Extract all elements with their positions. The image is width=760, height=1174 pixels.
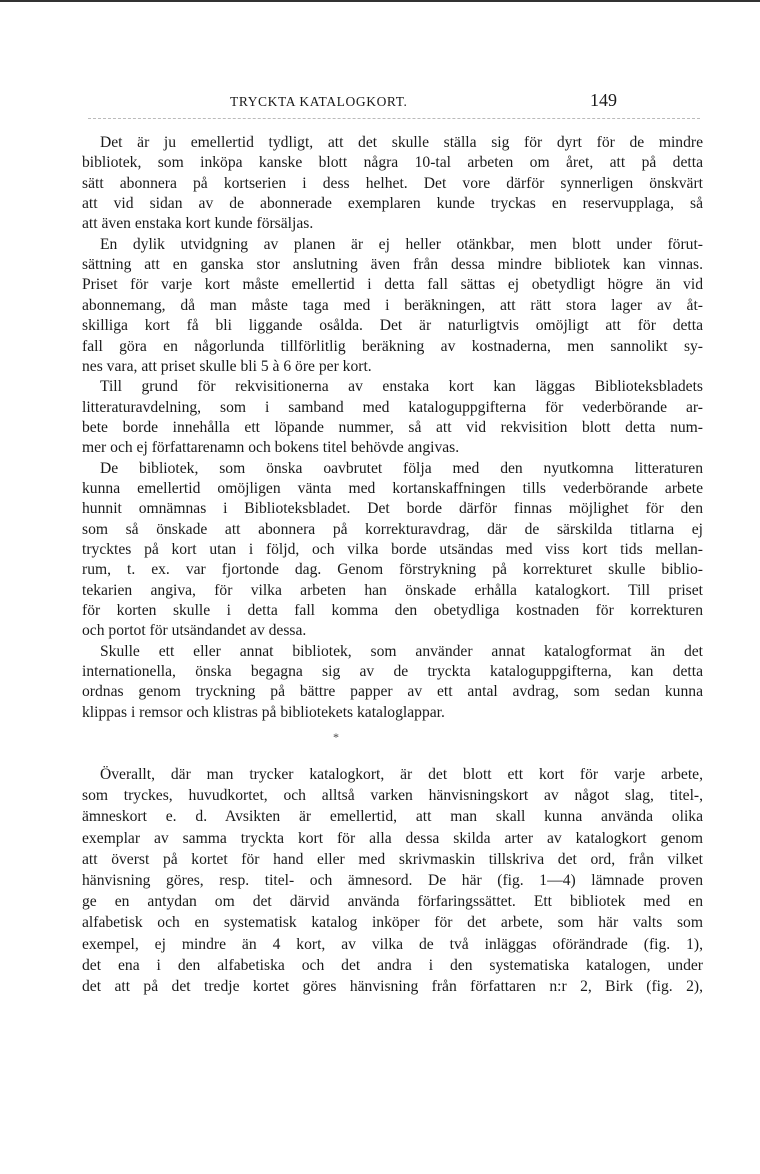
text-line: internationella, önska begagna sig av de tryckta kataloguppgifterna, kan detta [82,663,703,681]
text-line: kunna emellertid omöjligen vänta med kortanskaffningen tills vederbörande arbete [82,479,703,497]
text-line: det att på det tredje kortet göres hänvisning från författaren n:r 2, Birk (fig. 2), [82,978,703,995]
text-line: ge en antydan om det därvid använda förfaringssättet. Ett bibliotek med en [82,893,703,911]
text-line: nes vara, att priset skulle bli 5 à 6 öre per kort. [82,357,372,375]
text-line: En dylik utvidgning av planen är ej heller otänkbar, men blott under förut- [100,235,703,253]
text-line: sätt abonnera på kortserien i dess helhet. Det vore därför synnerligen önskvärt [82,174,703,192]
page-number: 149 [590,90,617,110]
text-line: mer och ej författarenamn och bokens titel behövde angivas. [82,439,460,457]
text-line: ordnas genom tryckning på bättre papper av ett antal avdrag, som sedan kunna [82,683,703,701]
scan-edge [0,0,760,2]
section-separator: * [333,730,339,744]
text-line: som så önskade att abonnera på korrekturavdrag, där de särskilda titlarna ej [82,520,703,538]
text-line: exemplar av samma tryckta kort för alla dessa skilda arter av katalogkort genom [82,829,703,847]
text-line: trycktes på kort utan i följd, och vilka borde utsändas med viss kort tids mellan- [82,541,703,558]
text-line: klippas i remsor och klistras på bibliotekets kataloglappar. [82,703,445,721]
text-line: att vid sidan av de abonnerade exemplaren kunde tryckas en reservupplaga, så [82,195,703,213]
text-line: att överst på kortet för hand eller med skrivmaskin tillskriva det ord, från vilket [82,850,703,868]
text-line: litteraturavdelning, som i samband med kataloguppgifterna för vederbörande ar- [82,398,703,416]
running-head: TRYCKTA KATALOGKORT. [230,94,408,109]
text-line: Priset för varje kort måste emellertid i detta fall sättas ej obetydligt högre än vid [82,276,703,294]
text-line: det ena i den alfabetiska och det andra i den systematiska katalogen, under [82,956,703,974]
header-rule [88,118,700,119]
text-line: fall göra en någorlunda tillförlitlig beräkning av kostnaderna, men sannolikt sy- [82,337,703,355]
text-line: hänvisning göres, resp. titel- och ämnesord. De här (fig. 1—4) lämnade proven [82,872,703,889]
text-line: Skulle ett eller annat bibliotek, som använder annat katalogformat än det [100,642,703,660]
text-line: som tryckes, huvudkortet, och alltså varken hänvisningskort av något slag, titel-, [82,787,703,805]
text-line: sättning att en ganska stor anslutning även från dessa mindre bibliotek kan vinnas. [82,256,703,274]
text-line: och portot för utsändandet av dessa. [82,622,307,640]
text-line: Överallt, där man trycker katalogkort, är det blott ett kort för varje arbete, [100,766,703,783]
text-line: Det är ju emellertid tydligt, att det skulle ställa sig för dyrt för de mindre [100,134,703,151]
text-line: att även enstaka kort kunde försäljas. [82,215,314,233]
text-line: alfabetisk och en systematisk katalog inköper för det arbete, som här valts som [82,914,703,932]
text-line: rum, t. ex. var fjortonde dag. Genom förstrykning på korrekturet skulle biblio- [82,561,703,579]
text-line: hunnit omnämnas i Biblioteksbladet. Det borde därför finnas möjlighet för den [82,500,703,518]
text-line: exempel, ej mindre än 4 kort, av vilka de två inläggas oförändrade (fig. 1), [82,935,703,953]
text-line: bibliotek, som inköpa kanske blott några 10-tal arbeten om året, att på detta [82,154,703,172]
text-line: abonnemang, då man måste taga med i beräkningen, att rätt stora lager av åt- [82,296,703,314]
text-line: bete borde innehålla ett löpande nummer, så att vid rekvisition blott detta num- [82,418,703,436]
text-line: skilliga kort få bli liggande osålda. Det är naturligtvis omöjligt att för detta [82,317,703,335]
text-line: ämneskort e. d. Avsikten är emellertid, att man skall kunna använda olika [82,808,703,826]
text-line: Till grund för rekvisitionerna av enstaka kort kan läggas Biblioteksbladets [100,378,703,396]
text-line: De bibliotek, som önska oavbrutet följa med den nyutkomna litteraturen [100,459,703,477]
text-line: tekarien angiva, för vilka arbeten han önskade erhålla katalogkort. Till priset [82,581,703,599]
text-line: för korten skulle i detta fall komma den obetydliga kostnaden för korrekturen [82,602,703,620]
